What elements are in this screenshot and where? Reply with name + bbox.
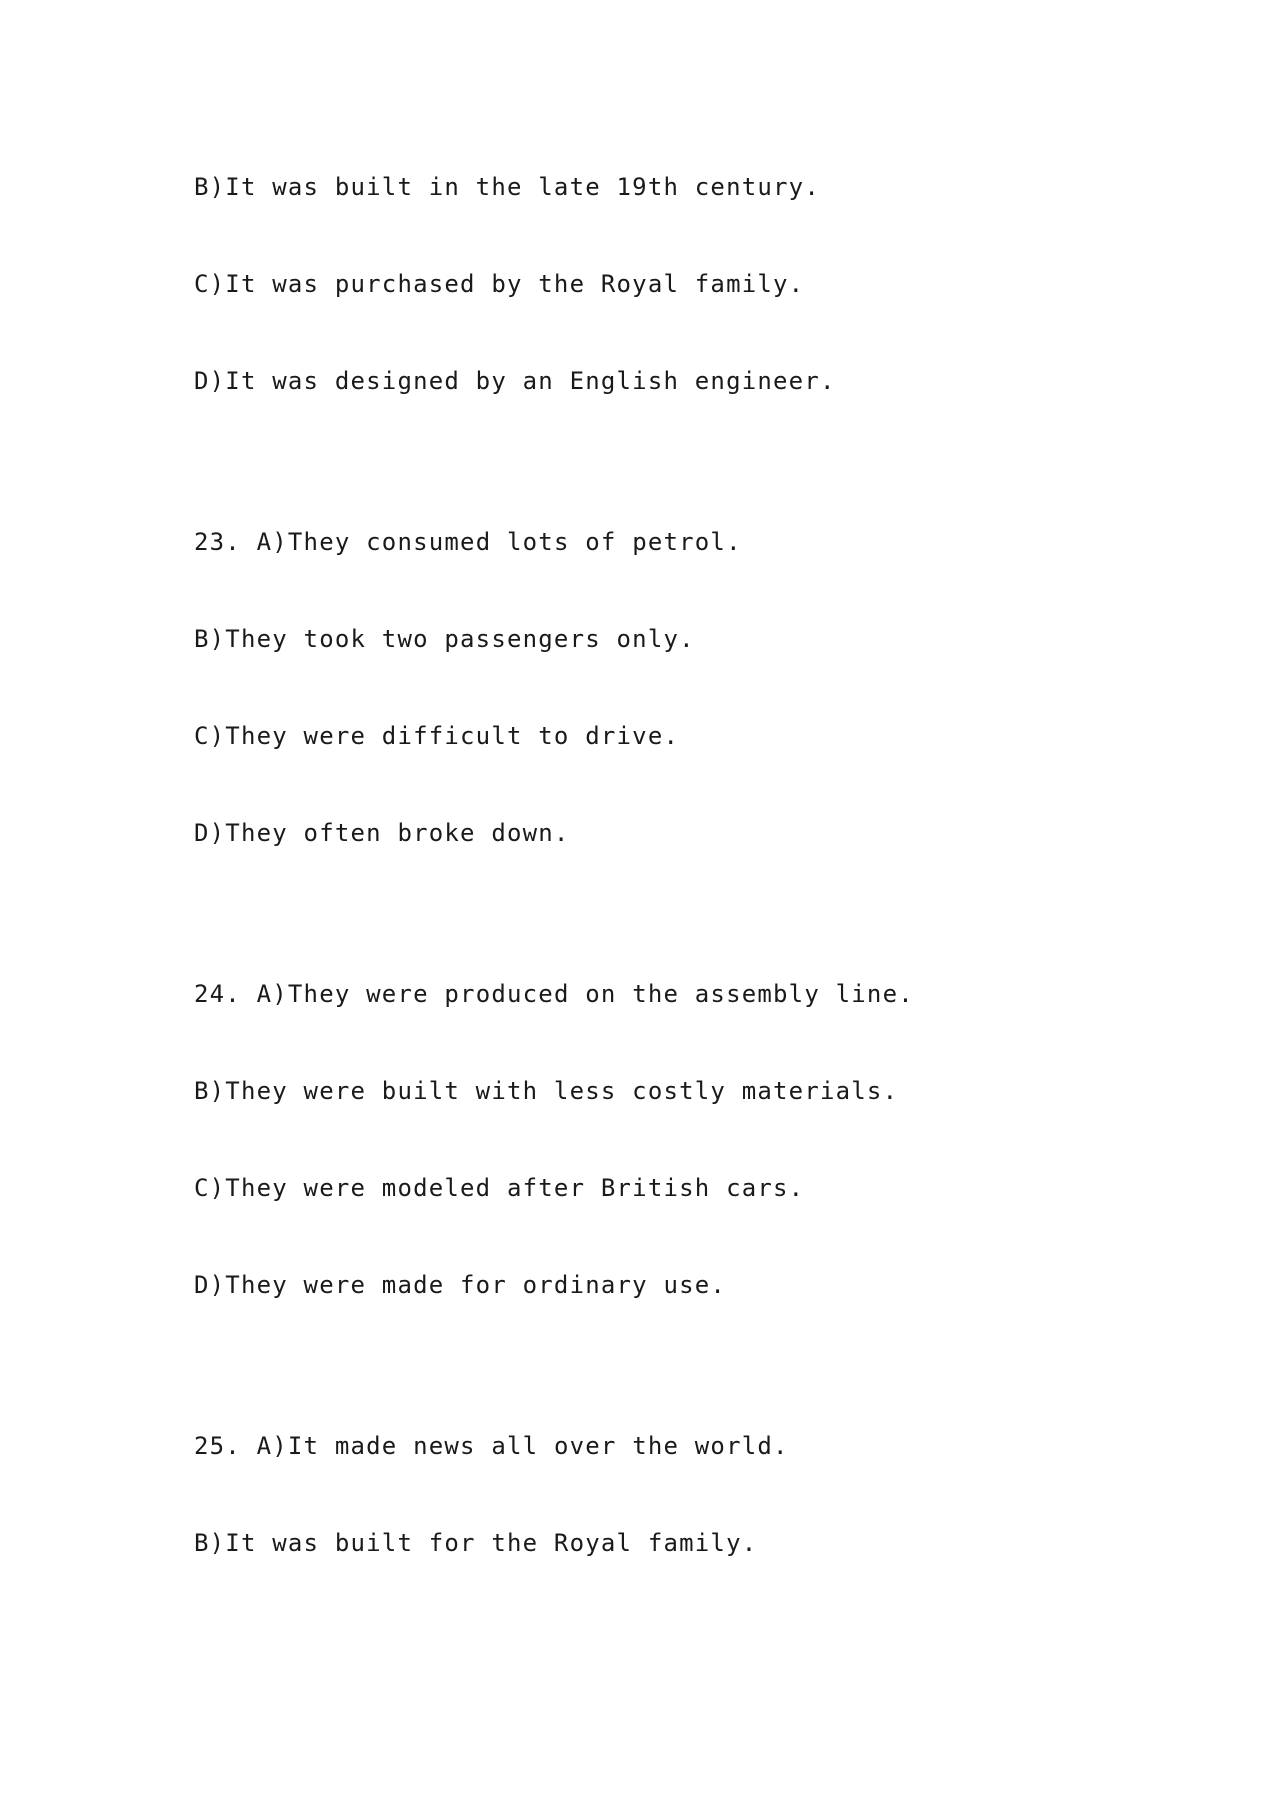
option-line: C)They were modeled after British cars. [194, 1174, 805, 1202]
option-line: C)It was purchased by the Royal family. [194, 270, 805, 298]
question-number: 24. [194, 980, 241, 1008]
question-23-first-line [194, 526, 742, 558]
option-line: B)They were built with less costly materials. [194, 1077, 899, 1105]
question-25-first-line [194, 1430, 789, 1462]
option-line: B)It was built for the Royal family. [194, 1529, 758, 1557]
option-line: A)It made news all over the world. [256, 1432, 789, 1460]
option-line: B)It was built in the late 19th century. [194, 173, 820, 201]
option-line: B)They took two passengers only. [194, 625, 695, 653]
option-line: D)They often broke down. [194, 819, 570, 847]
option-line: A)They consumed lots of petrol. [256, 528, 742, 556]
question-number: 25. [194, 1432, 241, 1460]
option-line: C)They were difficult to drive. [194, 722, 680, 750]
question-number: 23. [194, 528, 241, 556]
option-line: D)It was designed by an English engineer. [194, 367, 836, 395]
question-24-first-line [194, 978, 914, 1010]
option-line: D)They were made for ordinary use. [194, 1271, 727, 1299]
option-line: A)They were produced on the assembly line. [256, 980, 914, 1008]
